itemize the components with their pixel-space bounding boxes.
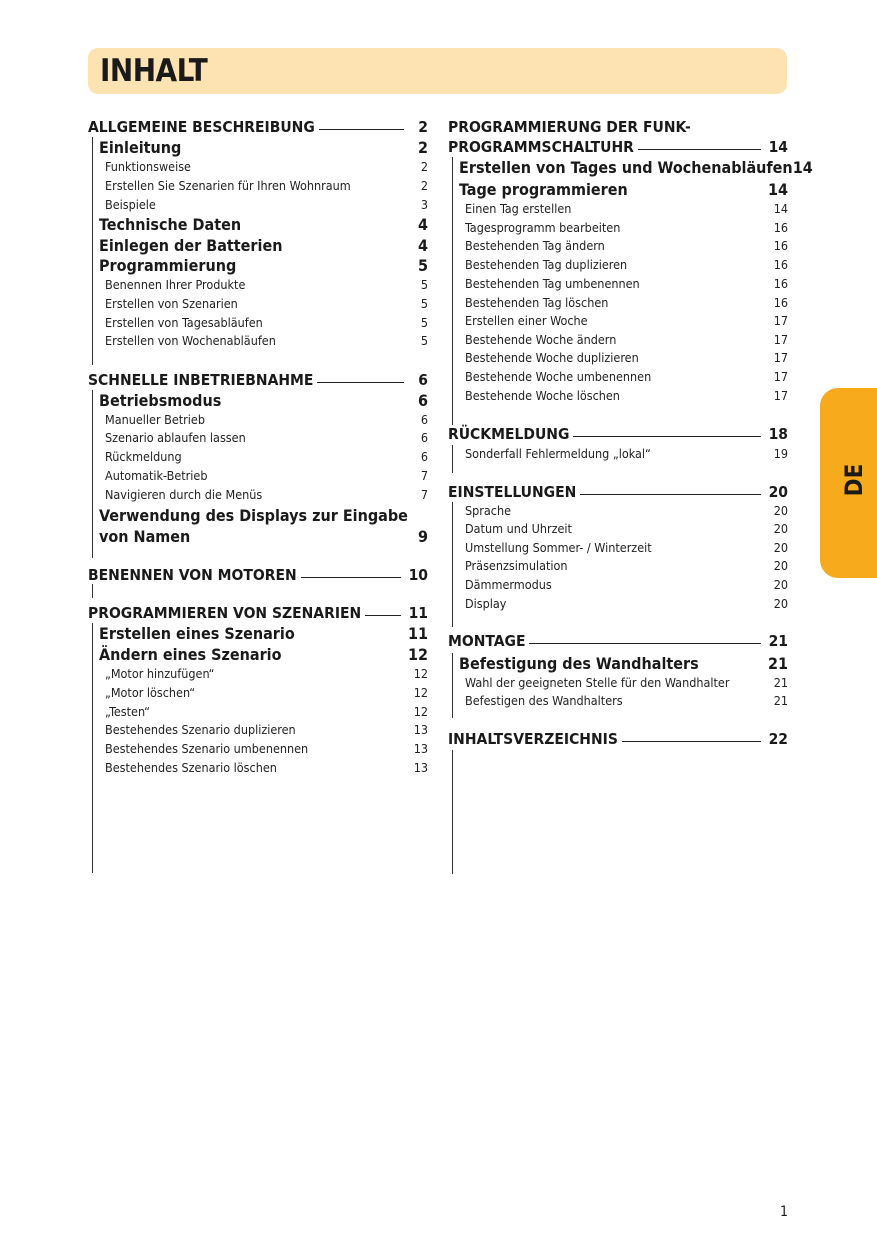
toc-entry-befestigen-des-wandhalters[interactable]: [448, 693, 788, 708]
toc-entry-bestehenden-tag-lo-schen[interactable]: [448, 295, 788, 310]
toc-entry-erstellen-einer-woche[interactable]: [448, 313, 788, 328]
toc-entry-label: Ändern eines Szenario: [99, 645, 282, 664]
toc-entry-label: Datum und Uhrzeit: [465, 521, 572, 536]
toc-page-number: 17: [773, 313, 788, 328]
toc-page-number: 21: [773, 675, 788, 690]
toc-page-number: 16: [773, 276, 788, 291]
toc-page-number: 20: [773, 596, 788, 611]
toc-entry-label: Technische Daten: [99, 215, 242, 234]
toc-leader-rule: [301, 577, 401, 578]
toc-entry-label: Betriebsmodus: [99, 391, 222, 410]
toc-entry-label: MONTAGE: [448, 632, 526, 650]
page-number: 1: [779, 1204, 788, 1220]
toc-entry-benennen-von-motoren[interactable]: [88, 566, 428, 584]
toc-entry-montage[interactable]: [448, 632, 788, 650]
toc-page-number: 16: [773, 257, 788, 272]
toc-entry-label: Tage programmieren: [459, 180, 628, 199]
toc-page-number: 6: [420, 430, 428, 445]
toc-page-number: 5: [420, 277, 428, 292]
toc-entry-label: Befestigung des Wandhalters: [459, 654, 699, 673]
toc-entry-label: RÜCKMELDUNG: [448, 425, 570, 443]
toc-entry-erstellen-eines-szenario[interactable]: [88, 624, 428, 643]
toc-entry-label: Einen Tag erstellen: [465, 201, 572, 216]
toc-page-number: 21: [767, 654, 788, 673]
toc-entry-erstellen-von-szenarien[interactable]: [88, 296, 428, 311]
toc-entry-label: Beispiele: [105, 197, 156, 212]
toc-entry-erstellen-von-wochenabla-ufen[interactable]: [88, 333, 428, 348]
toc-entry-szenario-ablaufen-lassen[interactable]: [88, 430, 428, 445]
toc-entry-einstellungen[interactable]: [448, 483, 788, 501]
toc-page-number: 5: [420, 296, 428, 311]
toc-entry-bestehendes-szenario-lo-schen[interactable]: [88, 760, 428, 775]
toc-entry-ru-ckmeldung[interactable]: [448, 425, 788, 443]
toc-page-number: 20: [773, 503, 788, 518]
toc-page-number: 5: [417, 256, 428, 275]
toc-entry-navigieren-durch-die-menu-s[interactable]: [88, 487, 428, 502]
toc-page-number: 17: [773, 388, 788, 403]
toc-entry-label: Erstellen von Wochenabläufen: [105, 333, 276, 348]
toc-entry-einlegen-der-batterien[interactable]: [88, 236, 428, 255]
toc-entry-label: Programmierung: [99, 256, 237, 275]
toc-page-number: 10: [408, 566, 428, 584]
toc-entry-label: Sprache: [465, 503, 512, 518]
toc-leader-rule: [529, 643, 760, 644]
toc-entry-inhaltsverzeichnis[interactable]: [448, 730, 788, 748]
toc-entry-bestehende-woche-duplizieren[interactable]: [448, 350, 788, 365]
toc-page-number: 16: [773, 295, 788, 310]
toc-entry-automatik-betrieb[interactable]: [88, 468, 428, 483]
toc-page-number: 13: [413, 722, 428, 737]
toc-entry-label: Tagesprogramm bearbeiten: [465, 220, 621, 235]
toc-indent-line: [452, 750, 453, 874]
toc-entry-label: Bestehenden Tag ändern: [465, 238, 605, 253]
toc-entry-label: BENENNEN VON MOTOREN: [88, 566, 297, 584]
toc-leader-rule: [573, 436, 760, 437]
toc-page-number: 20: [773, 521, 788, 536]
toc-page-number: 2: [420, 178, 428, 193]
language-tab: [820, 388, 877, 578]
toc-entry-bestehendes-szenario-umbenennen[interactable]: [88, 741, 428, 756]
toc-entry-erstellen-sie-szenarien-fu-r-ihren-wohnraum[interactable]: [88, 178, 428, 193]
toc-entry-label: Bestehende Woche ändern: [465, 332, 617, 347]
toc-page-number: 12: [413, 685, 428, 700]
toc-entry-programmierung-der-funk[interactable]: [448, 118, 788, 136]
toc-page-number: 11: [408, 604, 428, 622]
toc-page-number: 14: [792, 158, 813, 177]
toc-entry-da-mmermodus[interactable]: [448, 577, 788, 592]
toc-entry-bestehenden-tag-duplizieren[interactable]: [448, 257, 788, 272]
toc-page-number: 13: [413, 760, 428, 775]
toc-entry-label: Bestehenden Tag duplizieren: [465, 257, 628, 272]
toc-entry-label: Bestehendes Szenario umbenennen: [105, 741, 309, 756]
toc-entry-label: „Testen“: [105, 704, 150, 719]
toc-page-number: 16: [773, 220, 788, 235]
toc-entry-label: Bestehenden Tag umbenennen: [465, 276, 640, 291]
toc-entry-label: Bestehende Woche umbenennen: [465, 369, 652, 384]
toc-page-number: 19: [773, 446, 788, 461]
toc-entry-ru-ckmeldung[interactable]: [88, 449, 428, 464]
toc-entry-label: PROGRAMMIEREN VON SZENARIEN: [88, 604, 362, 622]
toc-entry-label: PROGRAMMIERUNG DER FUNK-: [448, 118, 691, 136]
toc-entry-funktionsweise[interactable]: [88, 159, 428, 174]
toc-entry-label: ALLGEMEINE BESCHREIBUNG: [88, 118, 315, 136]
toc-entry-erstellen-von-tages-und-wochenabla-ufen[interactable]: [448, 158, 813, 177]
toc-entry-label: SCHNELLE INBETRIEBNAHME: [88, 371, 314, 389]
toc-page-number: 14: [773, 201, 788, 216]
toc-page-number: 12: [413, 666, 428, 681]
toc-entry-label: Benennen Ihrer Produkte: [105, 277, 246, 292]
toc-page-number: 20: [773, 540, 788, 555]
toc-page-number: 14: [768, 138, 788, 156]
toc-entry-von-namen[interactable]: [88, 527, 428, 546]
toc-page-number: 16: [773, 238, 788, 253]
toc-page-number: 13: [413, 741, 428, 756]
toc-entry-label: Bestehendes Szenario duplizieren: [105, 722, 296, 737]
toc-entry-erstellen-von-tagesabla-ufen[interactable]: [88, 315, 428, 330]
toc-entry-label: Display: [465, 596, 507, 611]
toc-entry-a-ndern-eines-szenario[interactable]: [88, 645, 428, 664]
toc-entry-label: Rückmeldung: [105, 449, 182, 464]
toc-entry-label: Automatik-Betrieb: [105, 468, 208, 483]
toc-entry-label: INHALTSVERZEICHNIS: [448, 730, 618, 748]
toc-entry-label: Befestigen des Wandhalters: [465, 693, 623, 708]
toc-entry-motor-hinzufu-gen[interactable]: [88, 666, 428, 681]
toc-entry-label: Bestehenden Tag löschen: [465, 295, 609, 310]
toc-entry-sonderfall-fehlermeldung-lokal[interactable]: [448, 446, 788, 461]
toc-entry-label: Sonderfall Fehlermeldung „lokal“: [465, 446, 651, 461]
toc-entry-label: Erstellen von Tages und Wochenabläufen: [459, 158, 793, 177]
toc-entry-tagesprogramm-bearbeiten[interactable]: [448, 220, 788, 235]
toc-page-number: 17: [773, 369, 788, 384]
toc-entry-einleitung[interactable]: [88, 138, 428, 157]
toc-entry-befestigung-des-wandhalters[interactable]: [448, 654, 788, 673]
toc-entry-label: Verwendung des Displays zur Eingabe: [99, 506, 408, 525]
toc-entry-einen-tag-erstellen[interactable]: [448, 201, 788, 216]
toc-entry-display[interactable]: [448, 596, 788, 611]
toc-entry-datum-und-uhrzeit[interactable]: [448, 521, 788, 536]
toc-entry-label: „Motor löschen“: [105, 685, 196, 700]
toc-entry-motor-lo-schen[interactable]: [88, 685, 428, 700]
toc-page-number: 17: [773, 332, 788, 347]
toc-leader-rule: [580, 494, 760, 495]
toc-entry-label: Einlegen der Batterien: [99, 236, 283, 255]
toc-page-number: 21: [773, 693, 788, 708]
toc-page-number: 4: [417, 236, 428, 255]
toc-page-number: 2: [418, 118, 428, 136]
toc-entry-programmierung[interactable]: [88, 256, 428, 275]
toc-entry-label: Bestehendes Szenario löschen: [105, 760, 277, 775]
toc-page-number: 14: [767, 180, 788, 199]
toc-page-number: 6: [420, 412, 428, 427]
toc-entry-benennen-ihrer-produkte[interactable]: [88, 277, 428, 292]
toc-entry-label: „Motor hinzufügen“: [105, 666, 215, 681]
toc-page-number: 3: [420, 197, 428, 212]
toc-page-number: 5: [420, 315, 428, 330]
toc-page-number: 4: [417, 215, 428, 234]
toc-entry-testen[interactable]: [88, 704, 428, 719]
toc-entry-sprache[interactable]: [448, 503, 788, 518]
toc-entry-label: Erstellen einer Woche: [465, 313, 588, 328]
toc-leader-rule: [638, 149, 761, 150]
toc-entry-label: Einleitung: [99, 138, 182, 157]
toc-page-number: 6: [420, 449, 428, 464]
toc-entry-tage-programmieren[interactable]: [448, 180, 788, 199]
toc-page-number: 20: [773, 577, 788, 592]
toc-leader-rule: [622, 741, 761, 742]
toc-page-number: 7: [420, 468, 428, 483]
toc-page-number: 21: [768, 632, 788, 650]
toc-page-number: 17: [773, 350, 788, 365]
toc-leader-rule: [319, 129, 404, 130]
toc-entry-programmschaltuhr[interactable]: [448, 138, 788, 156]
toc-entry-label: Manueller Betrieb: [105, 412, 205, 427]
toc-page-number: 12: [413, 704, 428, 719]
toc-entry-allgemeine-beschreibung[interactable]: [88, 118, 428, 136]
toc-page-number: 5: [420, 333, 428, 348]
toc-entry-umstellung-sommer-winterzeit[interactable]: [448, 540, 788, 555]
toc-leader-rule: [365, 615, 400, 616]
toc-indent-line: [92, 584, 93, 598]
toc-entry-programmieren-von-szenarien[interactable]: [88, 604, 428, 622]
toc-entry-label: Erstellen von Szenarien: [105, 296, 238, 311]
toc-entry-pra-senzsimulation[interactable]: [448, 558, 788, 573]
toc-entry-label: Präsenzsimulation: [465, 558, 568, 573]
toc-page-number: 22: [768, 730, 788, 748]
toc-entry-technische-daten[interactable]: [88, 215, 428, 234]
toc-page-number: 2: [420, 159, 428, 174]
toc-leader-rule: [317, 382, 404, 383]
toc-entry-label: Bestehende Woche duplizieren: [465, 350, 639, 365]
toc-entry-schnelle-inbetriebnahme[interactable]: [88, 371, 428, 389]
toc-entry-label: von Namen: [99, 527, 191, 546]
toc-page-number: 7: [420, 487, 428, 502]
toc-entry-bestehendes-szenario-duplizieren[interactable]: [88, 722, 428, 737]
toc-entry-label: Navigieren durch die Menüs: [105, 487, 263, 502]
toc-page-number: 6: [418, 371, 428, 389]
toc-page-number: 18: [768, 425, 788, 443]
toc-page-number: 11: [407, 624, 428, 643]
toc-entry-bestehenden-tag-a-ndern[interactable]: [448, 238, 788, 253]
toc-entry-label: Dämmermodus: [465, 577, 552, 592]
toc-entry-label: Erstellen Sie Szenarien für Ihren Wohnraum: [105, 178, 351, 193]
toc-entry-beispiele[interactable]: [88, 197, 428, 212]
language-tab-label: DE: [840, 463, 868, 497]
toc-entry-verwendung-des-displays-zur-eingabe[interactable]: [88, 506, 428, 525]
toc-entry-label: Bestehende Woche löschen: [465, 388, 620, 403]
toc-entry-bestehende-woche-umbenennen[interactable]: [448, 369, 788, 384]
toc-page-number: 12: [407, 645, 428, 664]
toc-entry-wahl-der-geeigneten-stelle-fu-r-den-wandhalter[interactable]: [448, 675, 788, 690]
toc-entry-bestehende-woche-lo-schen[interactable]: [448, 388, 788, 403]
toc-entry-label: Wahl der geeigneten Stelle für den Wandhalter: [465, 675, 730, 690]
title-bar: [88, 48, 787, 94]
toc-entry-bestehenden-tag-umbenennen[interactable]: [448, 276, 788, 291]
toc-entry-betriebsmodus[interactable]: [88, 391, 428, 410]
toc-entry-label: Erstellen eines Szenario: [99, 624, 295, 643]
toc-entry-bestehende-woche-a-ndern[interactable]: [448, 332, 788, 347]
toc-page-number: 6: [417, 391, 428, 410]
toc-entry-label: Umstellung Sommer- / Winterzeit: [465, 540, 652, 555]
toc-entry-manueller-betrieb[interactable]: [88, 412, 428, 427]
toc-page-number: 20: [773, 558, 788, 573]
toc-entry-label: PROGRAMMSCHALTUHR: [448, 138, 634, 156]
toc-page-number: 2: [417, 138, 428, 157]
toc-page-number: 9: [417, 527, 428, 546]
page-title: INHALT: [100, 53, 208, 89]
toc-page-number: 20: [768, 483, 788, 501]
toc-entry-label: Funktionsweise: [105, 159, 191, 174]
toc-entry-label: Erstellen von Tagesabläufen: [105, 315, 263, 330]
toc-entry-label: Szenario ablaufen lassen: [105, 430, 246, 445]
toc-entry-label: EINSTELLUNGEN: [448, 483, 577, 501]
